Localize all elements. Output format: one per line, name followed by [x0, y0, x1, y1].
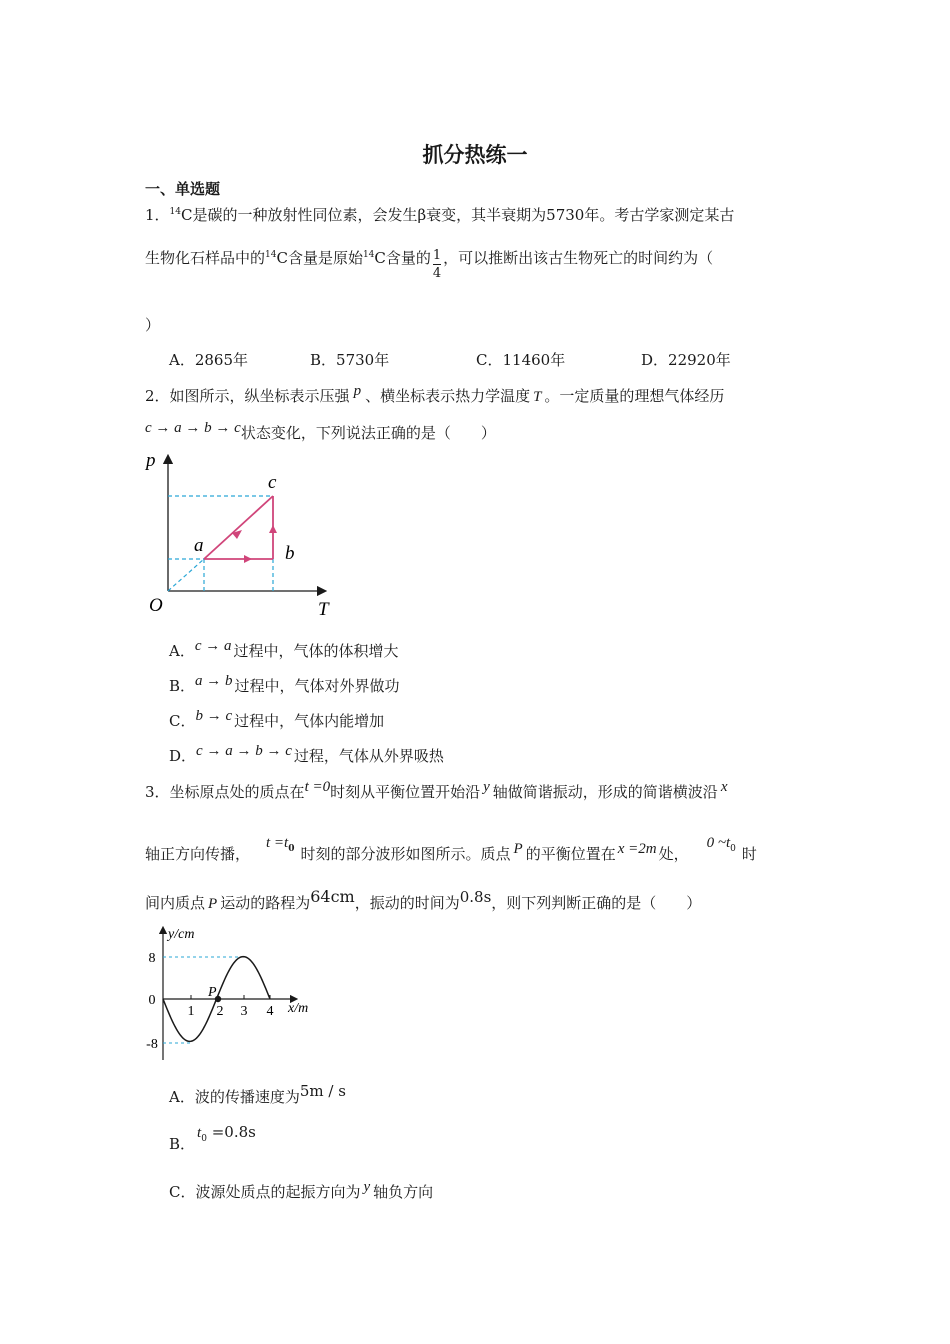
q3-text2d: 处， — [658, 845, 689, 863]
q3-label-x: x/m — [288, 1001, 309, 1016]
q2-line-ca — [204, 496, 273, 559]
q2-number: 2． — [145, 387, 170, 405]
q3-option-a-math: 5m / s — [299, 1082, 346, 1100]
q2-option-b-letter: B． — [169, 677, 196, 695]
q3-xlabel-2: 2 — [216, 1004, 224, 1019]
q3-var-P2: P — [208, 896, 218, 912]
q2-arrow-bc — [269, 525, 277, 533]
q3-number: 3． — [145, 783, 170, 801]
q3-text3b: 运动的路程为 — [220, 894, 311, 912]
q3-wave-diagram — [138, 922, 328, 1067]
q2-pt-diagram — [140, 445, 340, 625]
q3-t-sub: 0 — [288, 844, 295, 854]
q2-label-b: b — [285, 543, 295, 564]
q2-text1a: 如图所示，纵坐标表示压强 — [169, 387, 350, 405]
q2-guide-origin — [168, 559, 204, 591]
q3-option-b-rest: =0.8s — [206, 1123, 256, 1141]
q3-text3d: ，则下列判断正确的是（ ） — [491, 894, 702, 912]
q2-text2: 状态变化，下列说法正确的是（ ） — [240, 424, 496, 442]
q3-option-b[interactable] — [169, 1123, 256, 1154]
q3-text1a: 坐标原点处的质点在 — [169, 783, 305, 801]
q3-xlabel-1: 1 — [187, 1004, 195, 1019]
q1-text2d: ，可以推断出该古生物死亡的时间约为（ — [443, 248, 714, 267]
q3-x-eq: x =2m — [617, 841, 657, 857]
q3-dist: 64cm — [310, 887, 355, 906]
q3-range-sub: 0 — [730, 844, 736, 854]
q3-ylabel-8: 8 — [148, 951, 156, 966]
q2-arrow-ab — [244, 555, 252, 563]
q1-text2c: C含量的 — [374, 248, 431, 267]
q1-text2a: 生物化石样品中的 — [145, 248, 266, 267]
q3-text3c: ，振动的时间为 — [354, 894, 460, 912]
q2-option-d-text: 过程，气体从外界吸热 — [293, 747, 444, 765]
q3-option-b-t: t — [197, 1125, 202, 1141]
q2-var-T: T — [533, 389, 542, 405]
q3-xlabel-3: 3 — [240, 1004, 248, 1019]
q2-option-d-letter: D． — [169, 747, 197, 765]
q2-var-p: p — [353, 383, 362, 399]
q3-dur: 0.8s — [459, 888, 492, 906]
q2-option-a-proc: c → a — [194, 638, 232, 654]
q1-number: 1． — [145, 206, 170, 224]
q3-line3 — [145, 887, 702, 913]
q1-option-d[interactable]: D．22920年 — [641, 351, 731, 369]
q1-frac-num: 1 — [432, 248, 442, 263]
q3-option-c-var: y — [363, 1179, 371, 1195]
q1-line3: ） — [145, 316, 161, 334]
q3-option-a-letter: A． — [169, 1088, 195, 1106]
q3-range: 0 ~t — [706, 835, 731, 851]
q2-option-c[interactable] — [169, 710, 384, 731]
section-heading: 一、单选题 — [145, 180, 221, 198]
q3-var-P: P — [513, 841, 523, 857]
q1-option-c[interactable]: C．11460年 — [476, 351, 566, 369]
q3-text2a: 轴正方向传播， — [145, 845, 251, 863]
q3-option-b-letter: B． — [169, 1135, 196, 1153]
q3-option-c-letter: C． — [169, 1183, 196, 1201]
q3-option-c-text2: 轴负方向 — [373, 1183, 434, 1201]
q2-label-O: O — [149, 595, 163, 616]
q1-fraction — [433, 248, 441, 281]
q2-option-b-proc: a → b — [195, 673, 233, 689]
q3-option-c[interactable] — [169, 1181, 433, 1202]
q3-var-y: y — [483, 779, 490, 795]
q3-option-b-sub: 0 — [201, 1134, 207, 1144]
q2-option-c-letter: C． — [169, 712, 196, 730]
q2-option-a-text: 过程中，气体的体积增大 — [233, 642, 399, 660]
q3-t0-eq: t =0 — [304, 779, 331, 795]
q2-text1b: 、横坐标表示热力学温度 — [365, 387, 531, 405]
q3-label-y: y/cm — [168, 927, 195, 942]
q2-option-d[interactable] — [169, 745, 444, 766]
q2-option-c-text: 过程中，气体内能增加 — [234, 712, 385, 730]
q1-line2 — [145, 248, 713, 281]
q3-text1c: 轴做简谐振动，形成的简谐横波沿 — [492, 783, 718, 801]
q2-line2 — [145, 422, 496, 443]
q1-text2b: C含量是原始 — [276, 248, 363, 267]
q3-range-group — [706, 833, 736, 854]
q3-option-a[interactable] — [169, 1082, 346, 1107]
page-title: 抓分热练一 — [422, 142, 528, 167]
q2-line1 — [145, 385, 724, 406]
q1-option-b[interactable]: B．5730年 — [310, 351, 390, 369]
q1-line1 — [145, 204, 734, 225]
q3-line2 — [145, 835, 757, 864]
q1-sup1: 14 — [169, 207, 181, 217]
q1-frac-den: 4 — [432, 266, 442, 281]
q2-text1c: 。一定质量的理想气体经历 — [544, 387, 725, 405]
q1-option-a[interactable]: A．2865年 — [169, 351, 249, 369]
q2-label-c: c — [268, 472, 277, 493]
q3-text3a: 间内质点 — [145, 894, 206, 912]
q3-var-x: x — [720, 779, 728, 795]
q3-option-b-math — [197, 1123, 256, 1144]
q1-text1: C是碳的一种放射性同位素，会发生β衰变，其半衰期为5730年。考古学家测定某古 — [181, 206, 735, 224]
q3-xlabel-4: 4 — [266, 1004, 274, 1019]
q3-text2c: 的平衡位置在 — [525, 845, 616, 863]
q3-text1b: 时刻从平衡位置开始沿 — [330, 783, 481, 801]
q3-ylabel-neg8: -8 — [146, 1037, 158, 1052]
q3-option-c-text: 波源处质点的起振方向为 — [195, 1183, 361, 1201]
q2-label-a: a — [194, 535, 204, 556]
q2-option-a-letter: A． — [169, 642, 195, 660]
q2-option-c-proc: b → c — [195, 708, 233, 724]
q2-label-p: p — [146, 450, 156, 471]
q3-t-eq-group — [266, 833, 295, 854]
q2-option-d-proc: c → a → b → c — [196, 743, 292, 759]
q3-ylabel-0: 0 — [148, 993, 156, 1008]
q2-option-a[interactable] — [169, 640, 399, 661]
q3-line1 — [145, 781, 727, 802]
q3-t-eq: t =t — [266, 835, 289, 851]
q2-option-b-text: 过程中，气体对外界做功 — [234, 677, 400, 695]
q3-option-a-text: 波的传播速度为 — [194, 1088, 300, 1106]
q3-label-P: P — [208, 985, 217, 1000]
q2-option-b[interactable] — [169, 675, 400, 696]
q3-text2b: 时刻的部分波形如图所示。质点 — [300, 845, 511, 863]
q1-sup2: 14 — [265, 249, 277, 260]
q2-label-T: T — [318, 599, 329, 620]
q2-process: c → a → b → c — [145, 420, 241, 436]
q3-text2e: 时 — [741, 845, 757, 863]
q1-sup3: 14 — [362, 249, 375, 260]
